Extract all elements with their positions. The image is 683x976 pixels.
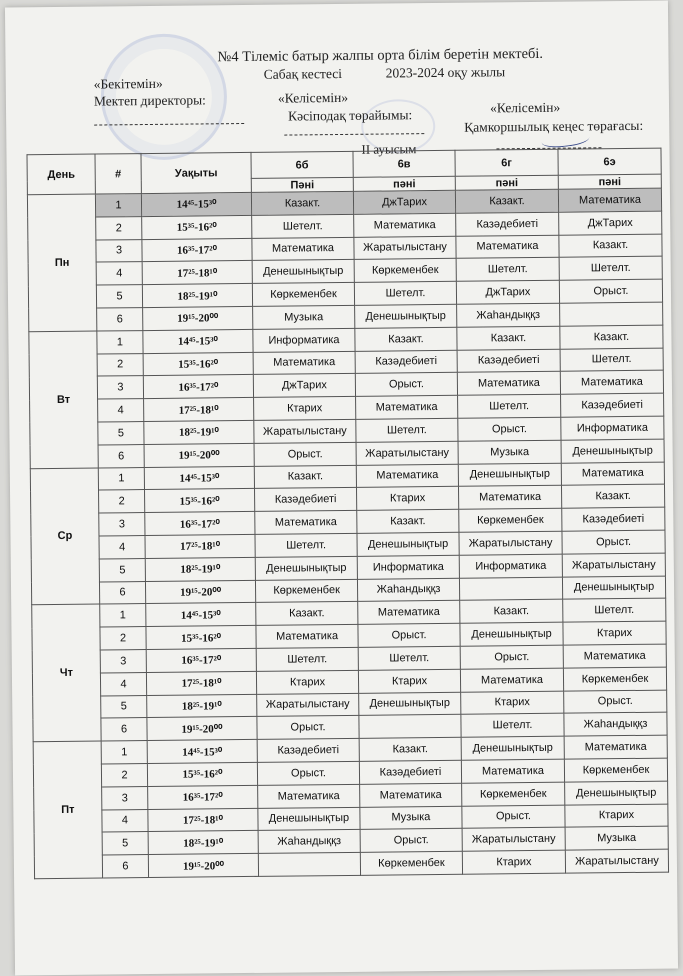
subject-cell: ДжТарих [456,280,559,304]
lesson-number: 6 [98,444,144,467]
lesson-number: 4 [99,536,145,559]
lesson-number: 1 [97,330,143,353]
lesson-time: 18²⁵-19¹⁰ [144,420,254,444]
lesson-number: 5 [101,695,147,718]
lesson-time: 14⁴⁵-15³⁰ [144,466,254,490]
subject-cell: ДжТарих [253,374,355,398]
subject-cell: Музыка [565,826,668,850]
day-cell: Пт [33,741,102,878]
header-subject-6e: пәні [558,174,661,189]
subject-cell: Казакт. [561,484,664,508]
lesson-time: 19¹⁵-20⁰⁰ [143,306,253,330]
subject-cell: Көркеменбек [459,508,562,532]
subject-cell: Орыст. [257,761,359,785]
subject-cell: Казакт. [460,600,563,624]
subject-cell: Казакт. [560,325,663,349]
subject-cell: Шетелт. [560,348,663,372]
subject-cell: Жаратылыстану [459,531,562,555]
trustee-label: Қамкоршылық кеңес төрағасы: [464,117,644,135]
subject-cell: Математика [258,784,360,808]
header-class-6v: 6в [353,150,455,177]
subject-cell: Жаһандыққз [564,712,667,736]
subject-cell: Математика [354,213,456,237]
header-number: # [95,154,141,194]
subject-cell: Көркеменбек [564,758,667,782]
lesson-time: 16³⁵-17²⁰ [146,648,256,672]
subject-cell: Орыст. [460,645,563,669]
lesson-time: 19¹⁵-20⁰⁰ [145,580,255,604]
lesson-time: 18²⁵-19¹⁰ [145,557,255,581]
day-cell: Чт [32,604,101,741]
header-class-6b: 6б [251,151,353,178]
lesson-number: 3 [97,376,143,399]
subject-cell: Орыст. [458,417,561,441]
subject-cell [258,852,360,876]
lesson-time: 18²⁵-19¹⁰ [148,831,258,855]
subject-cell: Музыка [360,806,462,830]
lesson-time: 16³⁵-17²⁰ [148,785,258,809]
lesson-time: 14⁴⁵-15³⁰ [141,192,251,216]
subject-cell: Шетелт. [252,214,354,238]
subject-cell: Орыст. [462,805,565,829]
subject-cell: Көркеменбек [360,851,462,875]
subject-cell: Орыст. [257,716,359,740]
day-cell: Вт [29,331,98,468]
subject-cell: Жаһандыққз [357,578,459,602]
subject-cell: Ктарих [356,487,458,511]
subject-cell: Денешынықтыр [458,463,561,487]
subject-cell: Денешынықтыр [359,692,461,716]
subject-cell: Ктарих [254,397,356,421]
subject-cell [359,715,461,739]
lesson-number: 2 [100,627,146,650]
lesson-time: 19¹⁵-20⁰⁰ [147,717,257,741]
subject-cell: Казәдебиеті [456,212,559,236]
subject-cell: Жаратылыстану [257,693,359,717]
director-label: Мектеп директоры: [93,92,206,109]
subject-cell: Орыст. [360,829,462,853]
subject-cell: Денешынықтыр [561,439,664,463]
subject-cell: Казәдебиеті [359,760,461,784]
subject-cell: Денешынықтыр [460,622,563,646]
subject-cell: Казакт. [256,602,358,626]
subject-cell: Шетелт. [255,533,357,557]
subject-cell: Жаратылыстану [462,827,565,851]
subject-cell: Казакт. [355,327,457,351]
union-label: Кәсіподақ төрайымы: [288,107,413,124]
lesson-number: 6 [97,308,143,331]
lesson-time: 16³⁵-17²⁰ [145,512,255,536]
subject-cell: Шетелт. [563,598,666,622]
schedule-table [26,148,669,880]
lesson-time: 15³⁵-16²⁰ [145,489,255,513]
header-day: День [27,154,95,195]
subject-cell: Денешынықтыр [357,532,459,556]
header-class-6g: 6г [455,149,558,176]
subject-cell: Жаһандыққз [258,830,360,854]
subject-cell: Жаратылыстану [565,849,668,873]
lesson-time: 19¹⁵-20⁰⁰ [148,854,258,878]
subject-cell: Информатика [357,555,459,579]
schedule-body [27,188,668,879]
lesson-number: 5 [96,285,142,308]
lesson-time: 18²⁵-19¹⁰ [147,694,257,718]
lesson-number: 1 [101,741,147,764]
subject-cell: Денешынықтыр [255,556,357,580]
lesson-number: 1 [100,604,146,627]
lesson-time: 18²⁵-19¹⁰ [142,284,252,308]
lesson-time: 17²⁵-18¹⁰ [145,534,255,558]
subject-cell: Шетелт. [354,281,456,305]
header-time: Уақыты [141,152,251,193]
subject-cell: Математика [253,351,355,375]
subject-cell: Математика [456,235,559,259]
lesson-number: 3 [102,786,148,809]
lesson-time: 17²⁵-18¹⁰ [146,671,256,695]
subject-cell: Математика [461,759,564,783]
subject-cell: Ктарих [563,621,666,645]
subject-cell: Казәдебиеті [457,349,560,373]
subject-cell: Математика [558,188,661,212]
header-class-6e: 6э [558,148,661,175]
lesson-number: 4 [100,672,146,695]
lesson-number: 2 [101,763,147,786]
lesson-time: 17²⁵-18¹⁰ [148,808,258,832]
subject-cell: Казакт. [457,326,560,350]
subject-cell: Шетелт. [456,258,559,282]
subject-cell: Музыка [253,305,355,329]
subject-cell: Казәдебиеті [562,507,665,531]
subject-cell: Математика [560,370,663,394]
subject-cell: Жаратылыстану [354,236,456,260]
lesson-number: 6 [102,855,148,878]
subject-cell: Денешынықтыр [252,260,354,284]
lesson-number: 1 [98,467,144,490]
subject-cell: Ктарих [565,804,668,828]
subject-cell [560,302,663,326]
lesson-number: 5 [102,832,148,855]
subject-cell: Казәдебиеті [355,350,457,374]
lesson-time: 17²⁵-18¹⁰ [144,398,254,422]
header-subject-6v: пәні [353,176,455,191]
subject-cell: ДжТарих [559,211,662,235]
subject-cell: Казакт. [359,737,461,761]
subject-cell: Математика [360,783,462,807]
lesson-number: 6 [101,718,147,741]
lesson-number: 4 [102,809,148,832]
day-cell: Пн [27,194,96,331]
subject-cell: Көркеменбек [462,782,565,806]
subject-cell: Денешынықтыр [562,576,665,600]
day-cell: Ср [30,468,99,605]
schedule-document [5,1,678,976]
subject-cell: Математика [256,624,358,648]
header-subject-6b: Пәні [251,177,353,192]
subject-cell: Ктарих [256,670,358,694]
subject-cell: Жаратылыстану [562,553,665,577]
subject-cell: Математика [457,372,560,396]
lesson-time: 15³⁵-16²⁰ [146,626,256,650]
agree-label-trustee: «Келісемін» [489,99,561,116]
lesson-number: 5 [98,422,144,445]
lesson-number: 1 [95,194,141,217]
subject-cell: Денешынықтыр [355,304,457,328]
lesson-number: 2 [99,490,145,513]
subject-cell: Көркеменбек [563,667,666,691]
agree-label-union: «Келісемін» [277,89,349,106]
subject-cell: ДжТарих [353,190,455,214]
lesson-number: 3 [96,239,142,262]
subject-cell: Денешынықтыр [565,781,668,805]
subject-cell: Ктарих [462,850,565,874]
subject-cell: Казәдебиеті [561,393,664,417]
lesson-time: 14⁴⁵-15³⁰ [147,740,257,764]
lesson-time: 17²⁵-18¹⁰ [142,261,252,285]
subject-cell: Математика [564,735,667,759]
subject-cell: Шетелт. [461,714,564,738]
academic-year: 2023-2024 оқу жылы [385,64,506,81]
lesson-time: 15³⁵-16²⁰ [147,762,257,786]
lesson-time: 15³⁵-16²⁰ [143,352,253,376]
subject-cell: Казакт. [559,234,662,258]
subject-cell: Казакт. [254,465,356,489]
subject-cell: Орыст. [564,690,667,714]
subject-cell: Көркеменбек [255,579,357,603]
subject-cell: Көркеменбек [354,259,456,283]
subject-cell: Математика [561,462,664,486]
lesson-time: 14⁴⁵-15³⁰ [146,603,256,627]
lesson-time: 19¹⁵-20⁰⁰ [144,443,254,467]
lesson-number: 6 [99,581,145,604]
schedule-title: Сабақ кестесі [263,65,343,82]
subject-cell: Көркеменбек [252,283,354,307]
subject-cell: Орыст. [358,623,460,647]
subject-cell: Математика [458,486,561,510]
subject-cell: Орыст. [559,279,662,303]
subject-cell: Жаратылыстану [254,419,356,443]
subject-cell: Математика [252,237,354,261]
subject-cell: Шетелт. [256,647,358,671]
subject-cell: Математика [255,510,357,534]
lesson-number: 3 [99,513,145,536]
subject-cell: Шетелт. [458,394,561,418]
subject-cell: Казәдебиеті [257,738,359,762]
subject-cell: Орыст. [254,442,356,466]
subject-cell: Казәдебиеті [255,488,357,512]
lesson-time: 14⁴⁵-15³⁰ [143,329,253,353]
subject-cell: Орыст. [355,373,457,397]
subject-cell: Математика [356,464,458,488]
header-subject-6g: пәні [455,175,558,190]
subject-cell: Казакт. [455,189,558,213]
subject-cell: Математика [356,395,458,419]
subject-cell: Шетелт. [559,257,662,281]
subject-cell: Денешынықтыр [461,736,564,760]
lesson-time: 16³⁵-17²⁰ [143,375,253,399]
subject-cell: Казакт. [251,191,353,215]
lesson-number: 3 [100,649,146,672]
subject-cell: Математика [460,668,563,692]
subject-cell: Математика [563,644,666,668]
subject-cell: Казакт. [357,509,459,533]
school-title: №4 Тілеміс батыр жалпы орта білім беретін мектебі. [217,45,544,66]
lesson-number: 5 [99,558,145,581]
subject-cell: Шетелт. [358,646,460,670]
subject-cell: Шетелт. [356,418,458,442]
subject-cell: Математика [358,601,460,625]
subject-cell: Информатика [253,328,355,352]
subject-cell: Жаратылыстану [356,441,458,465]
shift-label: II ауысым [361,141,417,157]
subject-cell: Информатика [459,554,562,578]
subject-cell: Музыка [458,440,561,464]
lesson-number: 2 [96,216,142,239]
lesson-number: 4 [98,399,144,422]
subject-cell: Орыст. [562,530,665,554]
lesson-number: 2 [97,353,143,376]
subject-cell: Денешынықтыр [258,807,360,831]
lesson-number: 4 [96,262,142,285]
lesson-time: 15³⁵-16²⁰ [142,215,252,239]
approve-label: «Бекітемін» [93,75,163,92]
subject-cell: Жаһандыққз [457,303,560,327]
lesson-time: 16³⁵-17²⁰ [142,238,252,262]
subject-cell: Ктарих [461,691,564,715]
subject-cell: Информатика [561,416,664,440]
subject-cell: Ктарих [358,669,460,693]
subject-cell [459,577,562,601]
